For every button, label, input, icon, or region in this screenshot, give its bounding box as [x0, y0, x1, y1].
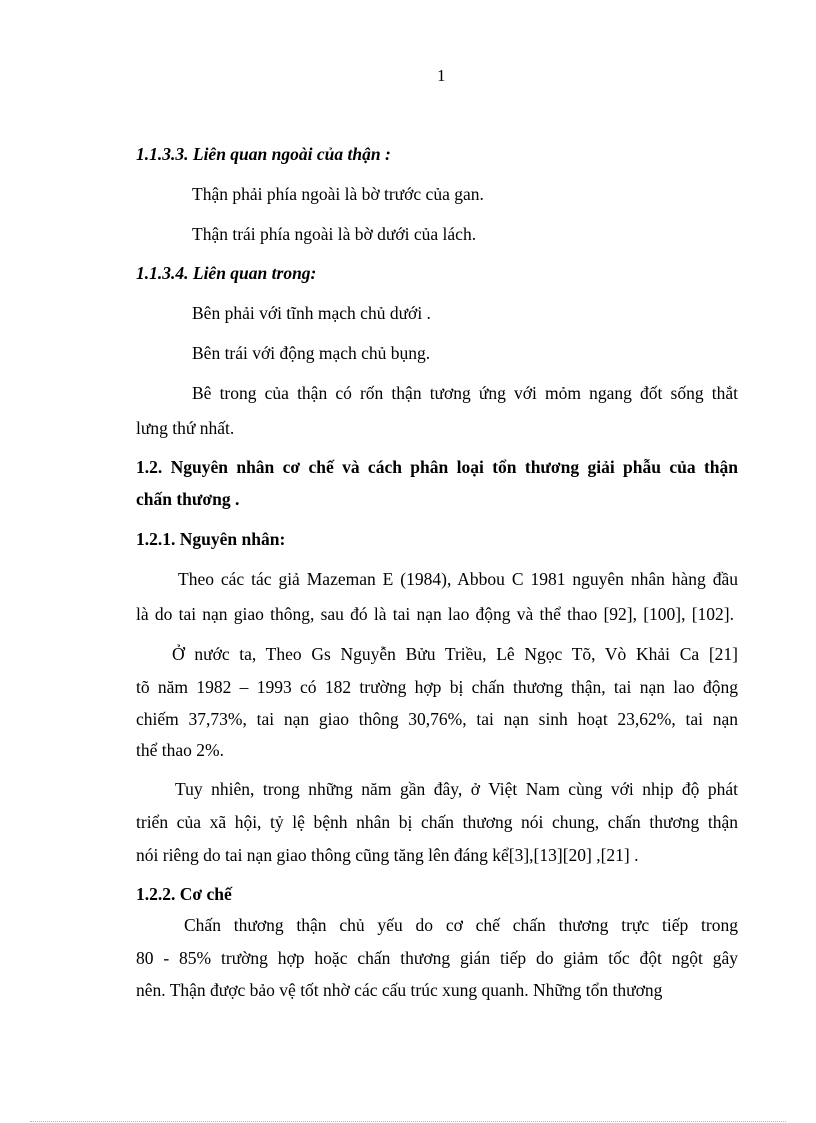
heading-1-2-1: 1.2.1. Nguyên nhân: [136, 529, 286, 549]
paragraph-line: Thận trái phía ngoài là bờ dưới của lách. [192, 224, 477, 244]
paragraph-line: chiếm 37,73%, tai nạn giao thông 30,76%, tai nạn sinh hoạt 23,62%, tai nạn [136, 709, 738, 729]
paragraph-line: Chấn thương thận chủ yếu do cơ chế chấn thương trực tiếp trong [184, 915, 738, 935]
page-number: 1 [437, 66, 446, 85]
paragraph-line: thể thao 2%. [136, 740, 224, 760]
heading-1-2-2: 1.2.2. Cơ chế [136, 884, 232, 904]
paragraph-line: triển của xã hội, tỷ lệ bệnh nhân bị chấn thương nói chung, chấn thương thận [136, 812, 738, 832]
paragraph-line: Bê trong của thận có rốn thận tương ứng với mỏm ngang đốt sống thắt [192, 383, 738, 403]
paragraph-line: Theo các tác giả Mazeman E (1984), Abbou C 1981 nguyên nhân hàng đầu [178, 569, 738, 589]
paragraph-line: nói riêng do tai nạn giao thông cũng tăng lên đáng kể[3],[13][20] ,[21] . [136, 845, 639, 865]
paragraph-line: là do tai nạn giao thông, sau đó là tai nạn lao động và thể thao [92], [100], [102]. [136, 604, 734, 624]
heading-1-2-continued: chấn thương . [136, 489, 240, 509]
paragraph-line: Bên trái với động mạch chủ bụng. [192, 343, 431, 363]
page-bottom-rule [30, 1121, 786, 1122]
heading-1-1-3-4: 1.1.3.4. Liên quan trong: [136, 263, 317, 283]
paragraph-line: lưng thứ nhất. [136, 418, 235, 438]
paragraph-line: Bên phải với tĩnh mạch chủ dưới . [192, 303, 431, 323]
heading-1-1-3-3: 1.1.3.3. Liên quan ngoài của thận : [136, 144, 391, 164]
paragraph-line: 80 - 85% trường hợp hoặc chấn thương gián tiếp do giảm tốc đột ngột gây [136, 948, 738, 968]
paragraph-line: Ở nước ta, Theo Gs Nguyễn Bửu Triều, Lê Ngọc Tõ, Vò Khải Ca [21] [172, 644, 738, 664]
paragraph-line: Tuy nhiên, trong những năm gần đây, ở Việt Nam cùng với nhịp độ phát [175, 779, 738, 799]
paragraph-line: Thận phải phía ngoài là bờ trước của gan. [192, 184, 484, 204]
paragraph-line: tõ năm 1982 – 1993 có 182 trường hợp bị chấn thương thận, tai nạn lao động [136, 677, 738, 697]
heading-1-2: 1.2. Nguyên nhân cơ chế và cách phân loại tổn thương giải phẫu của thận [136, 457, 738, 477]
paragraph-line: nên. Thận được bảo vệ tốt nhờ các cấu trúc xung quanh. Những tổn thương [136, 980, 663, 1000]
